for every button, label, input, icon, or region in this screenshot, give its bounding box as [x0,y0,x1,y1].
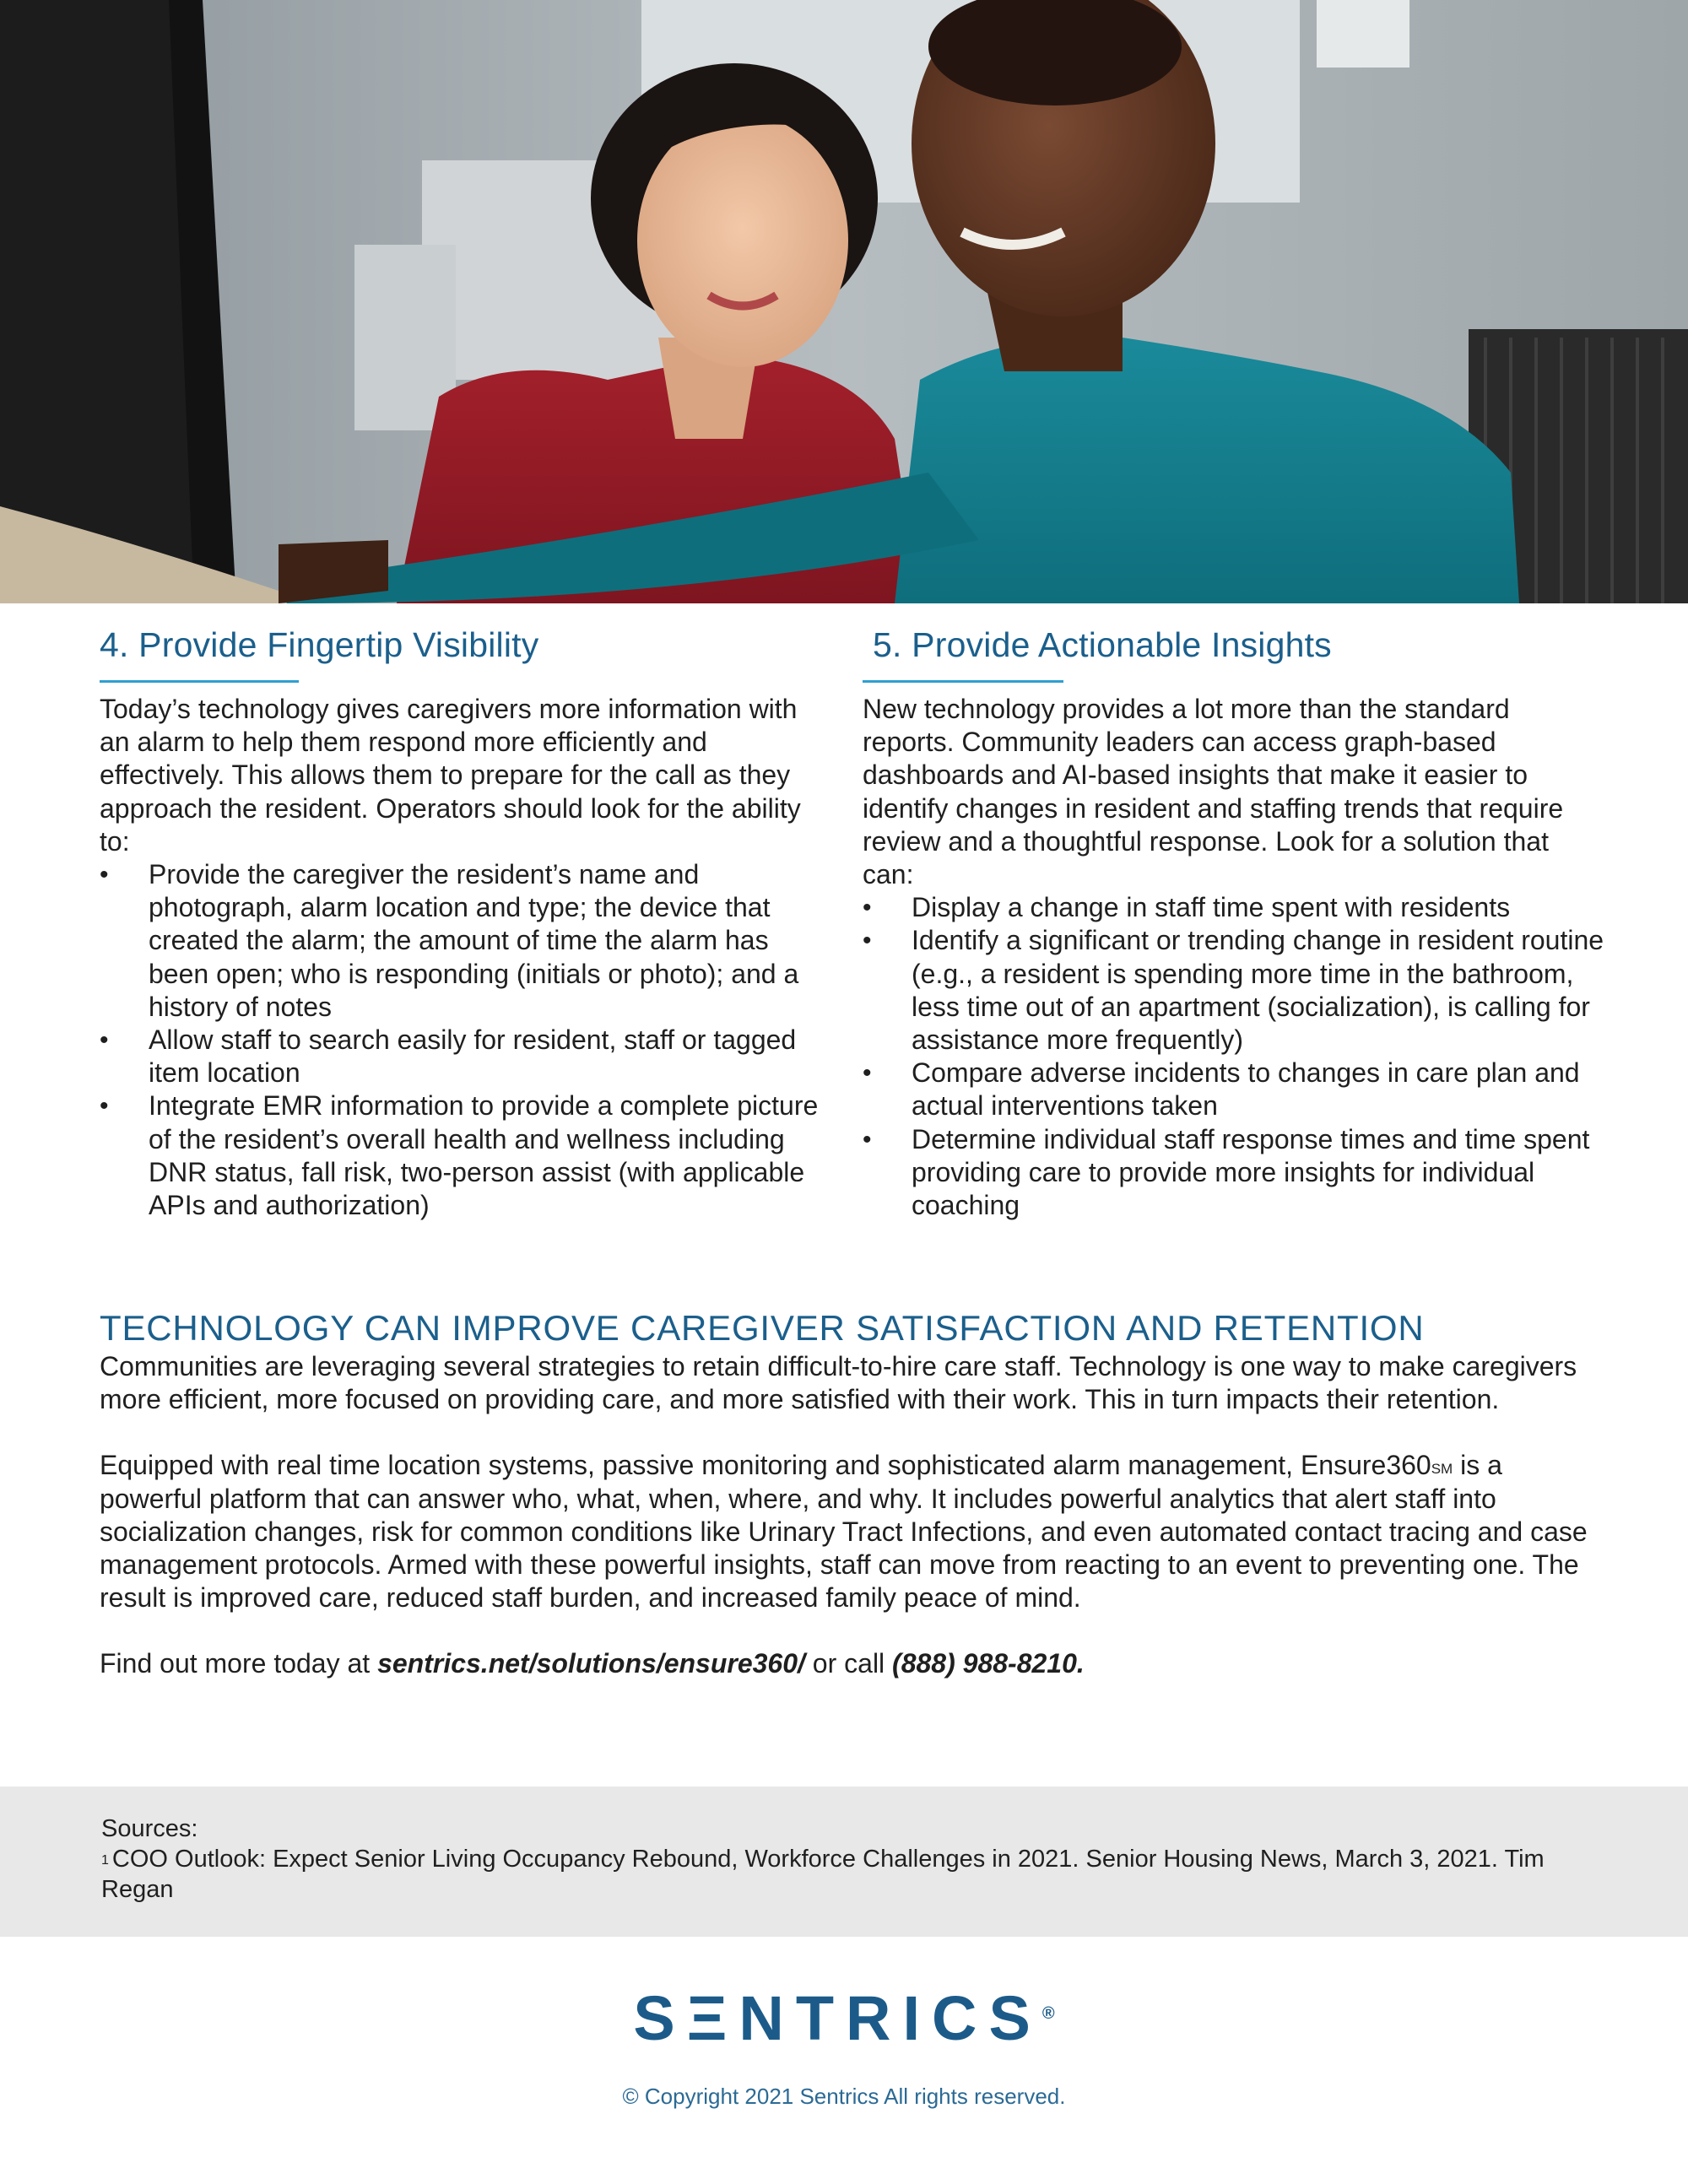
list-item: • Identify a significant or trending change in resident routine (e.g., a resident is spending more time in the bathroom, less time out of an apartment (socialization), is calling for assistance more frequently) [863,924,1605,1057]
ensure360-text-start: Equipped with real time location systems, passive monitoring and sophisticated alarm management, Ensure360 [100,1450,1431,1481]
ensure360-paragraph [100,1449,1610,1614]
right-bullet-list [863,891,1605,1222]
cta-url-link[interactable]: sentrics.net/solutions/ensure360/ [377,1648,805,1679]
right-intro-paragraph: New technology provides a lot more than the standard reports. Community leaders can access graph-based dashboards and AI-based insights that make it easier to identify changes in resident and staffing trends that require review and a thoughtful response. Look for a solution that can: [863,694,1564,890]
cta-phone-link[interactable]: (888) 988-8210. [892,1648,1085,1679]
caregivers-photo-illustration [0,0,1688,603]
source-citation [101,1844,1604,1905]
call-to-action [100,1647,1610,1680]
right-column [863,623,1605,1222]
copyright-footer: © Copyright 2021 Sentrics All rights reserved. [622,2084,1066,2109]
left-intro-paragraph: Today’s technology gives caregivers more information with an alarm to help them respond more efficiently and effectively. This allows them to prepare for the call as they approach the resident. Operators should look for the ability to: [100,694,801,857]
footnote-number: 1 [101,1853,109,1868]
list-item: • Allow staff to search easily for resident, staff or tagged item location [100,1024,825,1089]
section-heading-retention: TECHNOLOGY CAN IMPROVE CAREGIVER SATISFACTION AND RETENTION [100,1308,1425,1348]
list-item: • Integrate EMR information to provide a complete picture of the resident’s overall health and wellness including DNR status, fall risk, two-person assist (with applicable APIs and authorization) [100,1089,825,1222]
heading-underline [100,680,299,683]
retention-section [100,1306,1610,1681]
cta-prefix: Find out more today at [100,1648,378,1679]
registered-mark: ® [1041,2004,1055,2023]
list-item: • Compare adverse incidents to changes in care plan and actual interventions taken [863,1057,1605,1122]
section-heading-fingertip-visibility: 4. Provide Fingertip Visibility [100,625,539,664]
sources-title: Sources: [101,1815,198,1842]
footnote-text: COO Outlook: Expect Senior Living Occupancy Rebound, Workforce Challenges in 2021. Senior Housing News, March 3, 2021. Tim Regan [101,1846,1545,1903]
sentrics-logo [0,1985,1688,2052]
list-item: • Determine individual staff response times and time spent providing care to provide more insights for individual coaching [863,1123,1605,1223]
service-mark: SM [1431,1461,1453,1478]
section-heading-actionable-insights: 5. Provide Actionable Insights [873,625,1332,664]
sources-band [0,1787,1688,1937]
logo-wordmark: SΞNTRICS [633,1983,1042,2053]
cta-middle: or call [804,1648,893,1679]
retention-paragraph: Communities are leveraging several strategies to retain difficult-to-hire care staff. Technology is one way to make caregivers more efficient, more focused on providing care, and more satisfied with their work. This in turn impacts their retention. [100,1351,1577,1415]
left-bullet-list [100,858,825,1222]
heading-underline [863,680,1063,683]
left-column [100,623,825,1222]
list-item: • Display a change in staff time spent with residents [863,891,1605,924]
list-item: • Provide the caregiver the resident’s name and photograph, alarm location and type; the device that created the alarm; the amount of time the alarm has been open; who is responding (initials or photo); and a history of notes [100,858,825,1024]
sources-content [101,1814,1604,1905]
hero-photo [0,0,1688,603]
ensure360-text-end: is a powerful platform that can answer who, what, when, where, and why. It includes powerful analytics that alert staff into socialization changes, risk for common conditions like Urinary Tract Infections, and even automated contact tracing and case management protocols. Armed with these powerful insights, staff can move from reacting to an event to preventing one. The result is improved care, reduced staff burden, and increased family peace of mind. [100,1450,1588,1614]
